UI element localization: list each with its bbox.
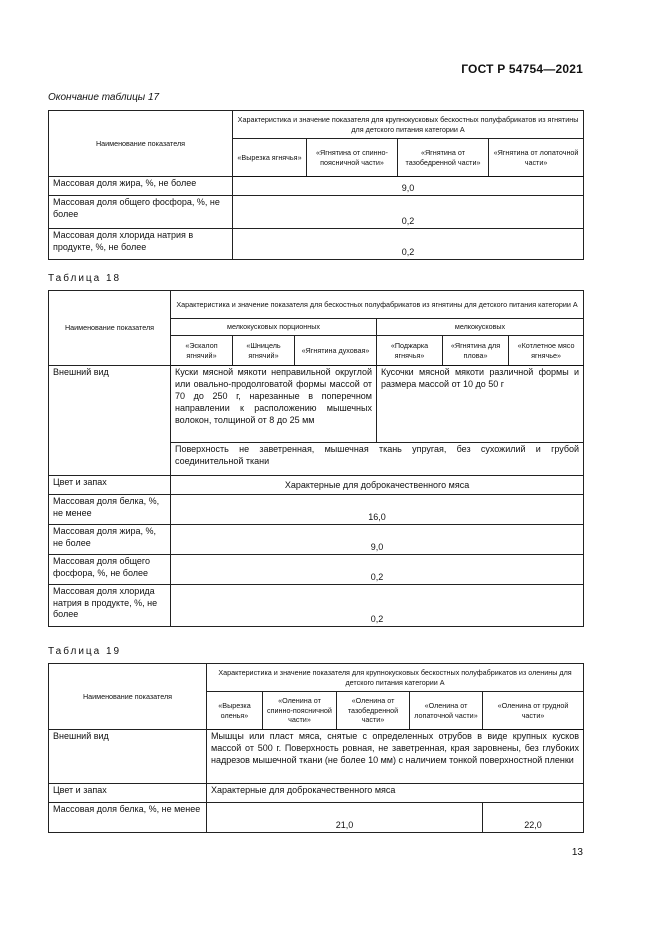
table18-col-header: «Ягнятина духовая» [295,336,377,366]
standard-designation: ГОСТ Р 54754—2021 [461,62,583,76]
table18-appearance-right: Кусочки мясной мякоти различной формы и размера массой от 10 до 50 г [377,366,584,443]
table17-param: Массовая доля хлорида натрия в продукте, %, не более [49,229,233,260]
table19-param-header: Наименование показателя [49,664,207,730]
table17-col-header: «Вырезка ягнячья» [233,139,307,177]
table19-col-header: «Оленина от тазобедренной части» [337,692,410,730]
table19-protein-label: Массовая доля белка, %, не менее [49,803,207,833]
table18-appearance-label: Внешний вид [49,366,171,476]
table18-color-value: Характерные для доброкачественного мяса [171,476,584,495]
table19-col-header: «Оленина от спинно-поясничной части» [263,692,337,730]
table19-caption: Таблица 19 [48,646,122,657]
table19-appearance-label: Внешний вид [49,730,207,784]
table18-col-header: «Ягнятина для плова» [443,336,509,366]
table18-col-header: «Шницель ягнячий» [233,336,295,366]
table19-color-label: Цвет и запах [49,784,207,803]
table19-appearance-value: Мышцы или пласт мяса, снятые с определенных отрубов в виде крупных кусков массой от 500 г. Поверхность ровная, не заветренная, края заровнены, без глубоких надрезов мышечной ткани (не более 10 мм) с наличием тонкой поверхностной пленки [207,730,584,784]
table18-subgroup-right: мелкокусковых [377,319,584,336]
table18-appearance-left: Куски мясной мякоти неправильной округлой или овально-продолговатой формы массой от 70 до 250 г, нарезанные в поперечном направлении к расположению мышечных волокон, толщиной от 8 до 25 мм [171,366,377,443]
table17-group-header: Характеристика и значение показателя для крупнокусковых бескостных полуфабрикатов из ягнятины для детского питания категории А [233,111,584,139]
table18-value: 9,0 [171,525,584,555]
table19-col-header: «Оленина от лопаточной части» [410,692,483,730]
table18-param: Массовая доля хлорида натрия в продукте, %, не более [49,585,171,627]
page-number: 13 [571,847,583,858]
table19-color-value: Характерные для доброкачественного мяса [207,784,584,803]
table18-param: Массовая доля общего фосфора, %, не более [49,555,171,585]
table18-col-header: «Эскалоп ягнячий» [171,336,233,366]
table17-col-header: «Ягнятина от спинно-поясничной части» [307,139,398,177]
table17-param: Массовая доля общего фосфора, %, не более [49,196,233,229]
table18-param: Массовая доля белка, %, не менее [49,495,171,525]
table-19 [48,663,584,833]
table18-value: 0,2 [171,585,584,627]
table19-protein-chest: 22,0 [483,803,584,833]
table17-param: Массовая доля жира, %, не более [49,177,233,196]
table19-protein-main: 21,0 [207,803,483,833]
table18-subgroup-left: мелкокусковых порционных [171,319,377,336]
table18-param: Массовая доля жира, %, не более [49,525,171,555]
table17-value: 9,0 [233,177,584,196]
table18-group-header: Характеристика и значение показателя для бескостных полуфабрикатов из ягнятины для детского питания категории А [171,291,584,319]
table-17 [48,110,584,260]
table18-col-header: «Поджарка ягнячья» [377,336,443,366]
table18-value: 0,2 [171,555,584,585]
table17-caption: Окончание таблицы 17 [48,92,160,103]
table17-col-header: «Ягнятина от тазобедренной части» [398,139,489,177]
table17-col-header: «Ягнятина от лопаточной части» [489,139,584,177]
table18-color-label: Цвет и запах [49,476,171,495]
table18-caption: Таблица 18 [48,273,122,284]
table19-group-header: Характеристика и значение показателя для крупнокусковых бескостных полуфабрикатов из оленины для детского питания категории А [207,664,584,692]
table18-col-header: «Котлетное мясо ягнячье» [509,336,584,366]
table19-col-header: «Вырезка оленья» [207,692,263,730]
table18-param-header: Наименование показателя [49,291,171,366]
table18-value: 16,0 [171,495,584,525]
table17-value: 0,2 [233,196,584,229]
table19-col-header: «Оленина от грудной части» [483,692,584,730]
table-18 [48,290,584,627]
table17-param-header: Наименование показателя [49,111,233,177]
table18-appearance-common: Поверхность не заветренная, мышечная ткань упругая, без сухожилий и грубой соединительной ткани [171,443,584,476]
table17-value: 0,2 [233,229,584,260]
